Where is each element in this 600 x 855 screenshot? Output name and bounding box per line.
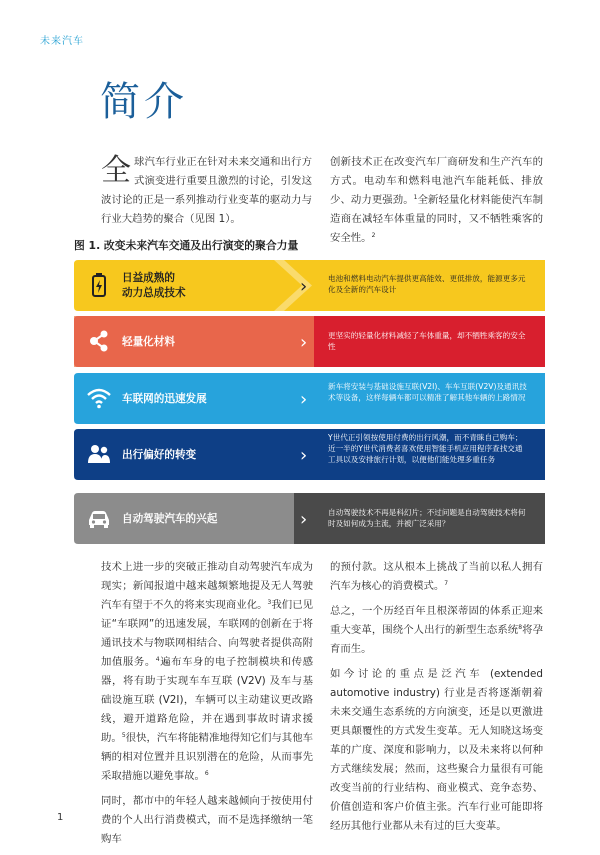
body-right-column	[330, 558, 543, 842]
intro-right-column	[330, 153, 543, 248]
people-icon	[86, 441, 112, 467]
paragraph: 技术上进一步的突破正推动自动驾驶汽车成为现实；新闻报道中越来越频繁地提及无人驾驶汽车有望于不久的将来实现商业化。$^3$我们已见证“车联网”的迅速发展，车联网的创新在于将通讯技术与物联网相结合、向驾驶者提供高附加值服务。$^4$遍布车身的电子控制模块和传感器，将有助于实现车车互联 (V2V) 及车与基础设施互联 (V2I)，车辆可以主动建议更改路线，避开道路危险，并在遇到事故时请求援助。$^5$很快，汽车将能精准地得知它们与其他车辆的相对位置并且识别潜在的危险，从而事先采取措施以避免事故。$^6$	[101, 561, 314, 782]
band-label: 车联网的迅速发展	[122, 393, 207, 405]
intro-left-text: 球汽车行业正在针对未来交通和出行方式演变进行重要且激烈的讨论，引发这波讨论的正是一系列推动行业变革的驱动力与行业大趋势的聚合（见图 1）。	[101, 156, 312, 225]
car-icon	[86, 505, 112, 531]
intro-right-text: 创新技术正在改变汽车厂商研发和生产汽车的方式。电动车和燃料电池汽车能耗低、排放少、动力更强劲。	[330, 156, 543, 206]
intro-left-column	[101, 153, 312, 229]
figure-caption: 图 1. 改变未来汽车交通及出行演变的聚合力量	[74, 239, 299, 252]
footnote-ref: 2	[371, 232, 376, 239]
band-description: 新车将安装与基础设施互联(V2I)、车车互联(V2V)及通讯技术等设备，这样每辆车都可以精准了解其他车辆的上路情况	[328, 382, 527, 402]
battery-icon	[86, 272, 112, 298]
molecule-icon	[86, 328, 112, 354]
dropcap: 全	[101, 153, 131, 188]
paragraph: 总之，一个历经百年且根深蒂固的体系正迎来重大变革，围绕个人出行的新型生态系统$^8$将孕育而生。	[330, 605, 544, 655]
intro-right-text-2: 全新轻量化材料能使汽车制造商在减轻车体重量的同时，又不牺牲乘客的安全性。	[330, 194, 544, 244]
chevron-right-icon: ›	[300, 389, 308, 410]
band-label: 自动驾驶汽车的兴起	[122, 513, 218, 525]
footnote-ref: 3	[267, 599, 272, 606]
footnote-ref: 8	[518, 624, 523, 631]
figure-band-powertrain	[74, 260, 545, 311]
page-title: 简介	[100, 79, 188, 125]
footnote-ref: 1	[413, 194, 418, 201]
chevron-right-icon: ›	[300, 509, 308, 530]
wifi-icon	[86, 385, 112, 411]
chevron-right-icon: ›	[300, 276, 308, 297]
footnote-ref: 4	[155, 656, 160, 663]
body-left-column	[101, 558, 313, 855]
paragraph: 的预付款。这从根本上挑战了当前以私人拥有汽车为核心的消费模式。$^7$	[330, 561, 543, 592]
running-header: 未来汽车	[40, 36, 84, 47]
page-number: 1	[57, 812, 64, 823]
chevron-right-icon: ›	[300, 332, 308, 353]
band-description: 更坚实的轻量化材料减轻了车体重量，却不牺牲乘客的安全性	[328, 331, 526, 351]
chevron-right-icon: ›	[300, 445, 308, 466]
figure-band-connected	[74, 373, 545, 424]
band-label: 出行偏好的转变	[122, 449, 197, 461]
band-description: 电池和燃料电动汽车提供更高能效、更低排放，能源更多元化及全新的汽车设计	[328, 274, 526, 294]
footnote-ref: 5	[121, 732, 126, 739]
band-description: Y世代正引领按使用付费的出行风潮，而不青睐自己购车；近一半的Y世代消费者喜欢使用智能手机应用程序查找交通工具以及安排旅行计划，以便他们能处理多重任务	[328, 433, 523, 464]
figure-band-autonomous	[74, 493, 545, 544]
paragraph: 如今讨论的重点是泛汽车 (extended automotive industry) 行业是否将逐渐朝着未来交通生态系统的方向演变，还是以更激进更具颠覆性的方式发生变革。无人知晓这场变革的广度、深度和影响力，以及未来将以何种方式继续发展；然而，这些聚合力量很有可能改变当前的行业结构、商业模式、竞争态势、价值创造和客户价值主张。汽车行业可能即将经历其他行业都从未有过的巨大变革。	[330, 668, 543, 832]
band-description: 自动驾驶技术不再是科幻片；不过问题是自动驾驶技术将何时及如何成为主流，并被广泛采用？	[328, 508, 526, 528]
footnote-ref: 6	[204, 770, 209, 777]
footnote-ref: 7	[444, 580, 449, 587]
figure-band-materials	[74, 316, 545, 367]
band-label: 日益成熟的 动力总成技术	[122, 272, 186, 299]
band-label: 轻量化材料	[122, 336, 175, 348]
figure-band-mobility	[74, 429, 545, 480]
paragraph: 同时，都市中的年轻人越来越倾向于按使用付费的个人出行消费模式，而不是选择缴纳一笔购车	[101, 795, 313, 845]
